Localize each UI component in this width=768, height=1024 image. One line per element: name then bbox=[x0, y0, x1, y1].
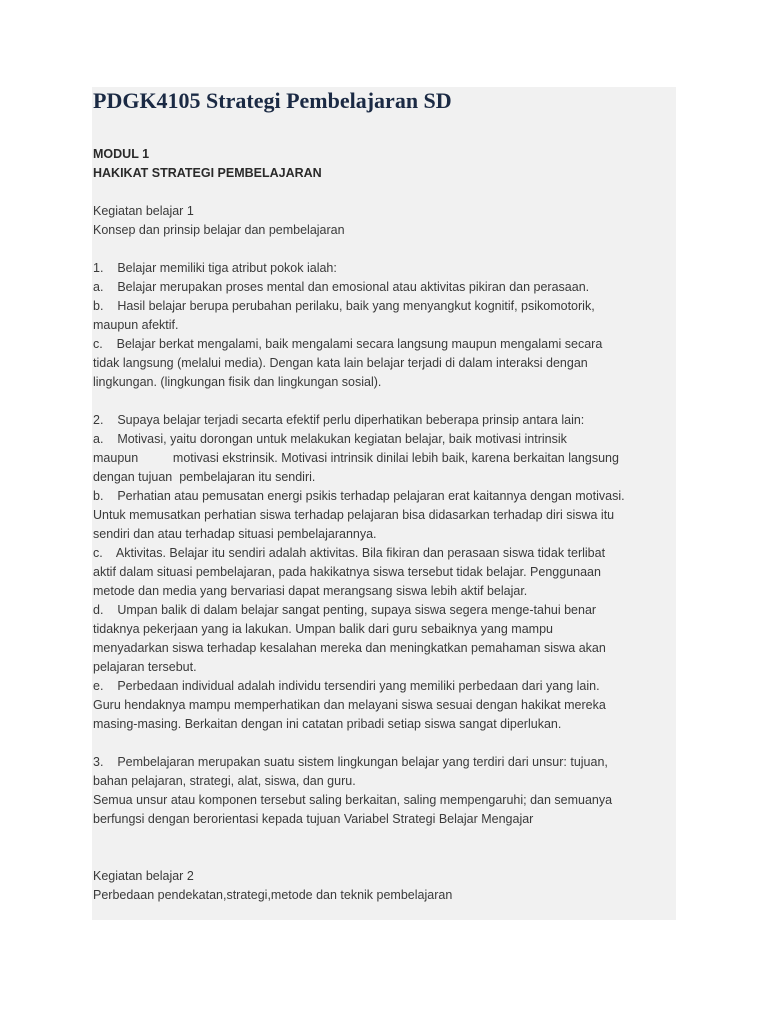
section-2-line: sendiri dan atau terhadap situasi pembelajarannya. bbox=[93, 527, 377, 541]
section-2-line: pelajaran tersebut. bbox=[93, 660, 197, 674]
section-1-line: b. Hasil belajar berupa perubahan perilaku, baik yang menyangkut kognitif, psikomotorik, bbox=[93, 299, 595, 313]
section-2-line: maupun motivasi ekstrinsik. Motivasi intrinsik dinilai lebih baik, karena berkaitan langsung bbox=[93, 451, 619, 465]
section-2-line: 2. Supaya belajar terjadi secarta efektif perlu diperhatikan beberapa prinsip antara lain: bbox=[93, 413, 585, 427]
section-2-line: metode dan media yang bervariasi dapat merangsang siswa lebih aktif belajar. bbox=[93, 584, 528, 598]
section-2-line: b. Perhatian atau pemusatan energi psikis terhadap pelajaran erat kaitannya dengan motivasi. bbox=[93, 489, 625, 503]
section-3 bbox=[93, 753, 683, 829]
section-2-line: tidaknya pekerjaan yang ia lakukan. Umpan balik dari guru sebaiknya yang mampu bbox=[93, 622, 553, 636]
kb2-heading: Kegiatan belajar 2 bbox=[93, 869, 194, 883]
section-1-line: tidak langsung (melalui media). Dengan kata lain belajar terjadi di dalam interaksi dengan bbox=[93, 356, 588, 370]
module-label: MODUL 1 bbox=[93, 147, 150, 161]
section-2-line: c. Aktivitas. Belajar itu sendiri adalah aktivitas. Bila fikiran dan perasaan siswa tidak terlibat bbox=[93, 546, 606, 560]
section-2-line: dengan tujuan pembelajaran itu sendiri. bbox=[93, 470, 316, 484]
section-3-line: berfungsi dengan berorientasi kepada tujuan Variabel Strategi Belajar Mengajar bbox=[93, 812, 534, 826]
section-3-line: Semua unsur atau komponen tersebut saling berkaitan, saling mempengaruhi; dan semuanya bbox=[93, 793, 613, 807]
section-1-line: maupun afektif. bbox=[93, 318, 179, 332]
kb2-subtitle: Perbedaan pendekatan,strategi,metode dan teknik pembelajaran bbox=[93, 888, 453, 902]
section-1-line: c. Belajar berkat mengalami, baik mengalami secara langsung maupun mengalami secara bbox=[93, 337, 603, 351]
section-1-line: lingkungan. (lingkungan fisik dan lingkungan sosial). bbox=[93, 375, 382, 389]
section-1 bbox=[93, 259, 683, 392]
section-2-line: e. Perbedaan individual adalah individu tersendiri yang memiliki perbedaan dari yang lain. bbox=[93, 679, 600, 693]
section-2-line: menyadarkan siswa terhadap kesalahan mereka dan meningkatkan pemahaman siswa akan bbox=[93, 641, 606, 655]
kb1-subtitle: Konsep dan prinsip belajar dan pembelajaran bbox=[93, 223, 345, 237]
section-2 bbox=[93, 411, 683, 734]
section-2-line: aktif dalam situasi pembelajaran, pada hakikatnya siswa tersebut tidak belajar. Penggunaan bbox=[93, 565, 601, 579]
section-2-line: d. Umpan balik di dalam belajar sangat penting, supaya siswa segera menge-tahui benar bbox=[93, 603, 597, 617]
section-2-line: masing-masing. Berkaitan dengan ini catatan pribadi setiap siswa sangat diperlukan. bbox=[93, 717, 562, 731]
section-3-line: bahan pelajaran, strategi, alat, siswa, dan guru. bbox=[93, 774, 356, 788]
document-title: PDGK4105 Strategi Pembelajaran SD bbox=[93, 88, 452, 113]
section-2-line: Untuk memusatkan perhatian siswa terhadap pelajaran bisa didasarkan terhadap diri siswa itu bbox=[93, 508, 615, 522]
section-1-line: 1. Belajar memiliki tiga atribut pokok ialah: bbox=[93, 261, 337, 275]
document-body bbox=[93, 145, 683, 905]
section-1-line: a. Belajar merupakan proses mental dan emosional atau aktivitas pikiran dan perasaan. bbox=[93, 280, 590, 294]
module-title: HAKIKAT STRATEGI PEMBELAJARAN bbox=[93, 166, 322, 180]
section-2-line: Guru hendaknya mampu memperhatikan dan melayani siswa sesuai dengan hakikat mereka bbox=[93, 698, 606, 712]
section-2-line: a. Motivasi, yaitu dorongan untuk melakukan kegiatan belajar, baik motivasi intrinsik bbox=[93, 432, 567, 446]
section-3-line: 3. Pembelajaran merupakan suatu sistem lingkungan belajar yang terdiri dari unsur: tujuan, bbox=[93, 755, 608, 769]
kb1-heading: Kegiatan belajar 1 bbox=[93, 204, 194, 218]
